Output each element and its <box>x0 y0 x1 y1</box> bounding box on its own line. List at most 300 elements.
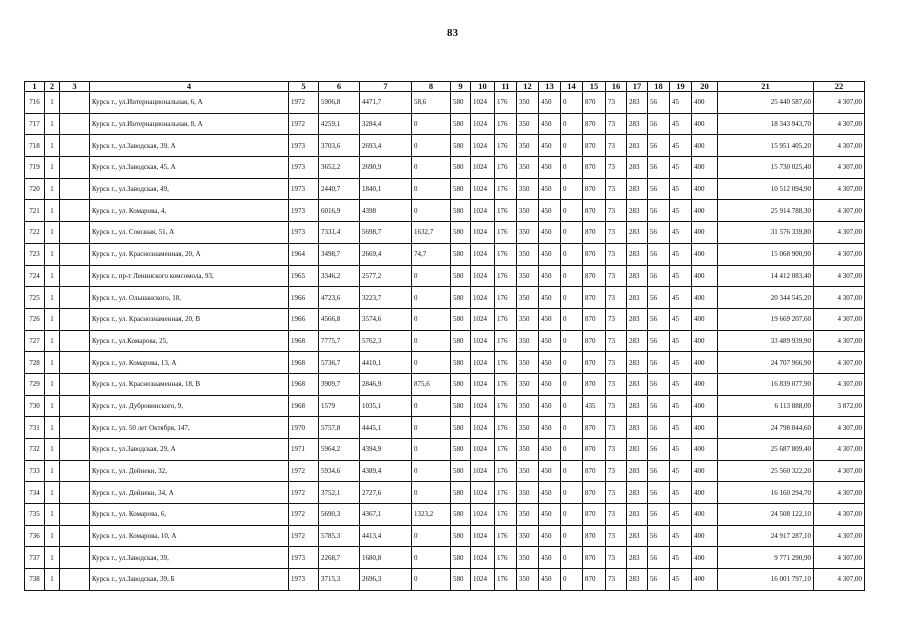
table-cell: 737 <box>25 547 45 569</box>
table-cell: 45 <box>670 287 692 309</box>
table-cell: 73 <box>606 265 627 287</box>
table-cell: 176 <box>495 243 517 265</box>
table-cell: 176 <box>495 395 517 417</box>
header-row <box>25 82 865 92</box>
table-cell: 45 <box>670 547 692 569</box>
table-cell: 1 <box>45 569 60 591</box>
table-cell: 1 <box>45 373 60 395</box>
table-cell: 2727,6 <box>360 482 412 504</box>
table-cell: 580 <box>451 330 471 352</box>
table-cell: 56 <box>648 92 670 114</box>
table-cell: 400 <box>692 308 718 330</box>
table-cell <box>60 243 90 265</box>
table-cell: 870 <box>583 569 606 591</box>
table-cell: 283 <box>627 157 648 179</box>
table-cell: 1 <box>45 178 60 200</box>
table-cell: 1035,1 <box>360 395 412 417</box>
table-cell: 870 <box>583 460 606 482</box>
table-cell: Курск г., ул.Интернациональная, 6, А <box>90 92 289 114</box>
table-cell: 0 <box>561 352 583 374</box>
table-cell: 0 <box>561 525 583 547</box>
table-cell: Курск г., ул. Комарова, 4, <box>90 200 289 222</box>
table-cell: 1 <box>45 308 60 330</box>
table-cell: 73 <box>606 395 627 417</box>
table-row <box>25 265 865 287</box>
table-cell: 25 440 587,60 <box>718 92 814 114</box>
table-cell: 0 <box>561 417 583 439</box>
table-cell: 400 <box>692 222 718 244</box>
table-cell: 4367,1 <box>360 504 412 526</box>
table-cell: 1 <box>45 417 60 439</box>
table-cell: 73 <box>606 504 627 526</box>
table-cell: 400 <box>692 113 718 135</box>
table-cell: 176 <box>495 330 517 352</box>
table-cell: Курск г., ул. Дубровинского, 9, <box>90 395 289 417</box>
table-cell: 45 <box>670 157 692 179</box>
table-cell: 1024 <box>471 373 495 395</box>
table-cell: 1 <box>45 287 60 309</box>
table-cell: 1966 <box>289 287 319 309</box>
table-cell: 350 <box>517 460 539 482</box>
table-cell: 56 <box>648 265 670 287</box>
table-cell: 176 <box>495 157 517 179</box>
table-cell: 450 <box>539 243 561 265</box>
table-row <box>25 178 865 200</box>
table-cell: 176 <box>495 287 517 309</box>
table-cell: 0 <box>561 308 583 330</box>
table-cell: 176 <box>495 569 517 591</box>
table-cell: 0 <box>412 569 451 591</box>
table-cell: 176 <box>495 504 517 526</box>
table-cell: 0 <box>561 373 583 395</box>
table-cell: 45 <box>670 265 692 287</box>
table-cell: 5698,7 <box>360 222 412 244</box>
data-table <box>24 81 865 591</box>
table-cell: 45 <box>670 504 692 526</box>
column-header: 18 <box>648 82 670 92</box>
table-cell: 73 <box>606 113 627 135</box>
table-cell: 1024 <box>471 460 495 482</box>
table-cell: 350 <box>517 222 539 244</box>
column-header: 4 <box>90 82 289 92</box>
table-cell <box>60 373 90 395</box>
table-cell: 176 <box>495 178 517 200</box>
table-cell: 5736,7 <box>319 352 360 374</box>
table-cell: 0 <box>412 395 451 417</box>
table-cell: 56 <box>648 373 670 395</box>
table-cell: 0 <box>412 157 451 179</box>
table-cell: 1 <box>45 482 60 504</box>
table-cell: 24 508 122,10 <box>718 504 814 526</box>
table-cell: 45 <box>670 243 692 265</box>
table-cell: 1 <box>45 504 60 526</box>
table-cell: 400 <box>692 157 718 179</box>
table-cell: 717 <box>25 113 45 135</box>
table-cell: 25 687 809,40 <box>718 439 814 461</box>
table-cell: 73 <box>606 460 627 482</box>
table-cell: 1 <box>45 439 60 461</box>
table-cell: 450 <box>539 200 561 222</box>
table-cell: 2693,4 <box>360 135 412 157</box>
table-cell: 3715,3 <box>319 569 360 591</box>
table-cell: 4 307,00 <box>814 482 865 504</box>
table-cell: Курск г., пр-т Ленинского комсомола, 93, <box>90 265 289 287</box>
table-cell: 73 <box>606 243 627 265</box>
table-cell: 5906,8 <box>319 92 360 114</box>
table-cell: 1024 <box>471 525 495 547</box>
table-cell: 350 <box>517 569 539 591</box>
table-cell: 1024 <box>471 178 495 200</box>
table-cell: 176 <box>495 308 517 330</box>
table-cell: 1680,8 <box>360 547 412 569</box>
table-cell: 0 <box>561 504 583 526</box>
table-cell: 176 <box>495 482 517 504</box>
table-cell: 24 917 287,10 <box>718 525 814 547</box>
table-cell: 870 <box>583 482 606 504</box>
table-cell: 45 <box>670 222 692 244</box>
table-cell: 45 <box>670 439 692 461</box>
table-cell: 1 <box>45 113 60 135</box>
table-cell: 350 <box>517 439 539 461</box>
table-cell: 400 <box>692 439 718 461</box>
table-cell: 283 <box>627 178 648 200</box>
table-cell: 400 <box>692 330 718 352</box>
table-cell: 45 <box>670 178 692 200</box>
column-header: 11 <box>495 82 517 92</box>
table-cell: 73 <box>606 157 627 179</box>
table-cell: 1024 <box>471 287 495 309</box>
table-cell: 0 <box>561 482 583 504</box>
table-cell: 580 <box>451 157 471 179</box>
table-cell: 176 <box>495 439 517 461</box>
table-cell: 350 <box>517 200 539 222</box>
table-row <box>25 373 865 395</box>
table-cell: 0 <box>561 178 583 200</box>
table-cell: 1024 <box>471 113 495 135</box>
table-cell: 580 <box>451 482 471 504</box>
table-cell: 0 <box>412 460 451 482</box>
table-cell: 283 <box>627 569 648 591</box>
column-header: 10 <box>471 82 495 92</box>
table-cell: 176 <box>495 460 517 482</box>
table-cell <box>60 308 90 330</box>
table-cell: 0 <box>561 265 583 287</box>
table-cell: 1973 <box>289 178 319 200</box>
table-cell: 0 <box>412 417 451 439</box>
table-cell: 1 <box>45 395 60 417</box>
table-cell: 870 <box>583 525 606 547</box>
table-cell: 20 344 545,20 <box>718 287 814 309</box>
table-cell: 3498,7 <box>319 243 360 265</box>
table-cell: 0 <box>561 547 583 569</box>
table-cell: 1972 <box>289 460 319 482</box>
table-row <box>25 330 865 352</box>
column-header: 15 <box>583 82 606 92</box>
table-cell: 400 <box>692 135 718 157</box>
table-cell: 7331,4 <box>319 222 360 244</box>
table-cell: 350 <box>517 178 539 200</box>
table-cell: 56 <box>648 308 670 330</box>
table-cell <box>60 92 90 114</box>
table-cell: 3752,1 <box>319 482 360 504</box>
table-cell: Курск г., ул. Комарова, 10, А <box>90 525 289 547</box>
table-cell: 736 <box>25 525 45 547</box>
table-cell: 3223,7 <box>360 287 412 309</box>
table-row <box>25 504 865 526</box>
table-cell: 1024 <box>471 569 495 591</box>
column-header: 16 <box>606 82 627 92</box>
table-cell: 350 <box>517 135 539 157</box>
table-cell: 9 771 290,90 <box>718 547 814 569</box>
table-cell: 1579 <box>319 395 360 417</box>
table-cell: 2440,7 <box>319 178 360 200</box>
table-cell: 400 <box>692 460 718 482</box>
table-cell: 400 <box>692 525 718 547</box>
column-header: 8 <box>412 82 451 92</box>
table-cell: 1972 <box>289 482 319 504</box>
table-cell: 1323,2 <box>412 504 451 526</box>
table-cell: 56 <box>648 157 670 179</box>
table-cell: 870 <box>583 200 606 222</box>
table-cell: 4259,1 <box>319 113 360 135</box>
table-cell: 283 <box>627 482 648 504</box>
table-cell: 4 307,00 <box>814 92 865 114</box>
table-cell: 1 <box>45 265 60 287</box>
table-cell: 450 <box>539 439 561 461</box>
table-cell: 283 <box>627 439 648 461</box>
table-cell: 283 <box>627 373 648 395</box>
table-cell: 0 <box>561 287 583 309</box>
table-cell: 720 <box>25 178 45 200</box>
table-cell: 4 307,00 <box>814 178 865 200</box>
table-cell: 283 <box>627 222 648 244</box>
table-cell: 14 412 083,40 <box>718 265 814 287</box>
table-cell: 4413,4 <box>360 525 412 547</box>
table-cell: 56 <box>648 330 670 352</box>
table-cell: 73 <box>606 330 627 352</box>
table-cell: 580 <box>451 287 471 309</box>
table-cell: 435 <box>583 395 606 417</box>
table-cell: 0 <box>412 439 451 461</box>
table-cell: 350 <box>517 265 539 287</box>
table-cell: 73 <box>606 135 627 157</box>
table-cell: 1024 <box>471 395 495 417</box>
table-cell: 1 <box>45 547 60 569</box>
table-cell: 56 <box>648 569 670 591</box>
table-cell: 1973 <box>289 135 319 157</box>
table-cell: 283 <box>627 200 648 222</box>
table-cell: 450 <box>539 395 561 417</box>
table-cell: 73 <box>606 417 627 439</box>
table-cell: 45 <box>670 417 692 439</box>
table-cell: 1024 <box>471 92 495 114</box>
table-cell <box>60 113 90 135</box>
table-cell: 33 489 939,90 <box>718 330 814 352</box>
table-row <box>25 92 865 114</box>
table-cell: 15 951 405,20 <box>718 135 814 157</box>
table-cell: 45 <box>670 308 692 330</box>
table-cell: 3652,2 <box>319 157 360 179</box>
table-cell: 73 <box>606 178 627 200</box>
table-row <box>25 395 865 417</box>
table-cell: 4 307,00 <box>814 504 865 526</box>
column-header: 19 <box>670 82 692 92</box>
table-cell: 400 <box>692 547 718 569</box>
table-cell: 0 <box>412 547 451 569</box>
table-cell: 283 <box>627 135 648 157</box>
table-cell: 24 707 966,90 <box>718 352 814 374</box>
table-cell: 3346,2 <box>319 265 360 287</box>
table-cell: 10 512 094,90 <box>718 178 814 200</box>
table-cell: 450 <box>539 569 561 591</box>
table-cell: 870 <box>583 113 606 135</box>
table-cell: 1 <box>45 157 60 179</box>
table-cell: 870 <box>583 92 606 114</box>
table-cell: 870 <box>583 243 606 265</box>
table-cell: 16 160 294,70 <box>718 482 814 504</box>
table-cell: 45 <box>670 525 692 547</box>
table-cell: 25 914 788,30 <box>718 200 814 222</box>
table-cell: 738 <box>25 569 45 591</box>
table-cell: 45 <box>670 135 692 157</box>
table-cell: 283 <box>627 243 648 265</box>
table-cell: 450 <box>539 460 561 482</box>
table-cell <box>60 439 90 461</box>
table-cell: Курск г., ул. Дейнеки, 34, А <box>90 482 289 504</box>
table-cell: 580 <box>451 352 471 374</box>
table-cell: 870 <box>583 222 606 244</box>
table-cell: 7775,7 <box>319 330 360 352</box>
table-cell: 1024 <box>471 547 495 569</box>
table-cell: 1024 <box>471 222 495 244</box>
table-cell: 73 <box>606 439 627 461</box>
table-cell: 24 798 844,60 <box>718 417 814 439</box>
table-cell: 0 <box>561 243 583 265</box>
table-cell <box>60 287 90 309</box>
table-cell: 5785,3 <box>319 525 360 547</box>
page-number: 83 <box>447 27 458 39</box>
table-cell: 870 <box>583 157 606 179</box>
table-cell: 400 <box>692 178 718 200</box>
table-cell: 450 <box>539 92 561 114</box>
table-cell: 350 <box>517 395 539 417</box>
table-cell: 73 <box>606 352 627 374</box>
table-cell: 400 <box>692 243 718 265</box>
table-cell: 1970 <box>289 417 319 439</box>
table-cell: 723 <box>25 243 45 265</box>
table-cell: 73 <box>606 92 627 114</box>
table-cell: 870 <box>583 308 606 330</box>
table-cell: 450 <box>539 157 561 179</box>
table-cell: 45 <box>670 373 692 395</box>
table-row <box>25 157 865 179</box>
table-cell: 45 <box>670 92 692 114</box>
table-cell: 350 <box>517 113 539 135</box>
table-cell: 2696,3 <box>360 569 412 591</box>
table-cell: 4 307,00 <box>814 222 865 244</box>
table-cell: 4 307,00 <box>814 135 865 157</box>
table-cell: 5757,8 <box>319 417 360 439</box>
table-cell: 4 307,00 <box>814 569 865 591</box>
table-row <box>25 569 865 591</box>
table-cell: 580 <box>451 222 471 244</box>
table-cell: 5934,6 <box>319 460 360 482</box>
table-cell: 870 <box>583 417 606 439</box>
table-cell: 176 <box>495 222 517 244</box>
table-cell: 1973 <box>289 200 319 222</box>
table-cell: 1 <box>45 222 60 244</box>
table-cell: Курск г., ул.Заводская, 45, А <box>90 157 289 179</box>
table-cell: 450 <box>539 547 561 569</box>
table-cell: 283 <box>627 525 648 547</box>
table-cell: 735 <box>25 504 45 526</box>
table-cell: 1 <box>45 92 60 114</box>
table-cell: 870 <box>583 265 606 287</box>
table-cell: 400 <box>692 92 718 114</box>
column-header: 1 <box>25 82 45 92</box>
table-cell: 0 <box>412 113 451 135</box>
table-cell: 734 <box>25 482 45 504</box>
table-cell <box>60 265 90 287</box>
table-cell: 4398 <box>360 200 412 222</box>
table-cell: 4 307,00 <box>814 352 865 374</box>
table-cell: 176 <box>495 373 517 395</box>
table-row <box>25 113 865 135</box>
table-cell: 580 <box>451 504 471 526</box>
table-cell: 870 <box>583 330 606 352</box>
table-cell <box>60 330 90 352</box>
table-cell: 4394,9 <box>360 439 412 461</box>
table-cell <box>60 135 90 157</box>
table-row <box>25 135 865 157</box>
table-cell: 283 <box>627 330 648 352</box>
table-cell: 0 <box>412 308 451 330</box>
table-cell: 1964 <box>289 243 319 265</box>
table-cell: 1 <box>45 460 60 482</box>
table-cell: 283 <box>627 265 648 287</box>
table-cell: 870 <box>583 135 606 157</box>
table-cell: 4 307,00 <box>814 330 865 352</box>
table-row <box>25 243 865 265</box>
table-row <box>25 352 865 374</box>
table-cell: 4445,1 <box>360 417 412 439</box>
table-cell: 73 <box>606 547 627 569</box>
table-cell: 1024 <box>471 439 495 461</box>
table-cell: 3703,6 <box>319 135 360 157</box>
table-cell: 18 343 943,70 <box>718 113 814 135</box>
table-cell: 1972 <box>289 113 319 135</box>
table-cell: 722 <box>25 222 45 244</box>
table-cell: 176 <box>495 92 517 114</box>
table-cell <box>60 525 90 547</box>
table-cell <box>60 547 90 569</box>
column-header: 14 <box>561 82 583 92</box>
table-cell: 45 <box>670 395 692 417</box>
table-cell: 870 <box>583 504 606 526</box>
table-cell: 350 <box>517 482 539 504</box>
table-cell: 0 <box>412 330 451 352</box>
table-cell: 4723,6 <box>319 287 360 309</box>
table-cell: 0 <box>412 352 451 374</box>
table-cell: Курск г., ул.Заводская, 39, <box>90 547 289 569</box>
table-cell: 1 <box>45 243 60 265</box>
table-cell: 56 <box>648 352 670 374</box>
table-cell: 56 <box>648 482 670 504</box>
table-cell: 0 <box>561 113 583 135</box>
table-cell: 1973 <box>289 569 319 591</box>
table-cell: 1024 <box>471 330 495 352</box>
table-cell <box>60 482 90 504</box>
